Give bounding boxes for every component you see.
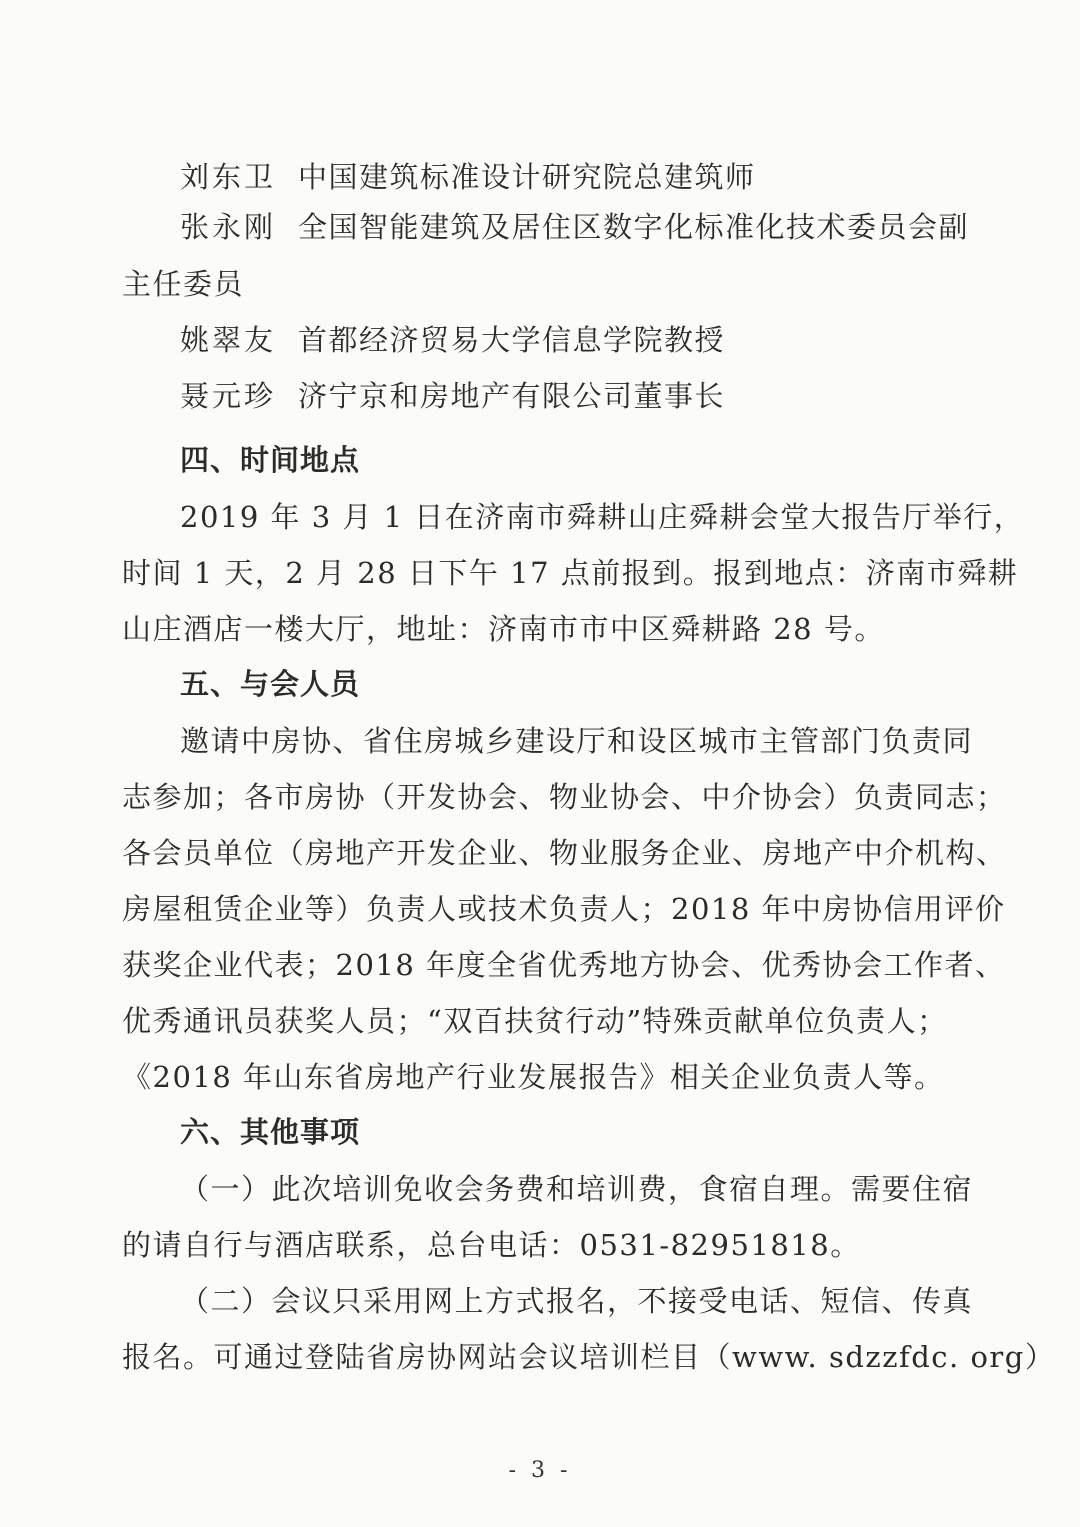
page-number: - 3 -	[508, 1458, 572, 1483]
paragraph-line: 报名。可通过登陆省房协网站会议培训栏目（www. sdzzfdc. org）	[122, 1340, 1056, 1374]
paragraph-line: 2019 年 3 月 1 日在济南市舜耕山庄舜耕会堂大报告厅举行，	[180, 500, 1025, 534]
person-name: 姚翠友	[180, 323, 277, 357]
person-row	[180, 207, 1000, 247]
person-title-continued: 主任委员	[122, 267, 245, 301]
paragraph-line: 的请自行与酒店联系，总台电话：0531-82951818。	[122, 1228, 861, 1262]
person-name: 聂元珍	[180, 379, 277, 413]
person-title: 中国建筑标准设计研究院总建筑师	[298, 160, 756, 194]
paragraph-line: 获奖企业代表；2018 年度全省优秀地方协会、优秀协会工作者、	[122, 948, 1006, 982]
paragraph-line: 志参加；各市房协（开发协会、物业协会、中介协会）负责同志；	[122, 780, 1007, 814]
person-title: 济宁京和房地产有限公司董事长	[298, 379, 726, 413]
person-row	[180, 320, 1000, 360]
section-heading-other-matters: 六、其他事项	[180, 1115, 361, 1149]
paragraph-line: 房屋租赁企业等）负责人或技术负责人；2018 年中房协信用评价	[122, 892, 1006, 926]
person-row	[180, 157, 1000, 197]
section-heading-attendees: 五、与会人员	[180, 667, 361, 701]
paragraph-line: 时间 1 天，2 月 28 日下午 17 点前报到。报到地点：济南市舜耕	[122, 556, 1019, 590]
section-heading-time-location: 四、时间地点	[180, 443, 361, 477]
person-name: 刘东卫	[180, 160, 277, 194]
paragraph-line: 各会员单位（房地产开发企业、物业服务企业、房地产中介机构、	[122, 836, 1007, 870]
person-title: 全国智能建筑及居住区数字化标准化技术委员会副	[298, 210, 970, 244]
person-title: 首都经济贸易大学信息学院教授	[298, 323, 726, 357]
paragraph-line: 山庄酒店一楼大厅，地址：济南市市中区舜耕路 28 号。	[122, 612, 885, 646]
paragraph-line: （二）会议只采用网上方式报名，不接受电话、短信、传真	[180, 1284, 974, 1318]
person-row	[180, 376, 1000, 416]
paragraph-line: 邀请中房协、省住房城乡建设厅和设区城市主管部门负责同	[180, 724, 974, 758]
paragraph-line: （一）此次培训免收会务费和培训费，食宿自理。需要住宿	[180, 1172, 974, 1206]
paragraph-line: 《2018 年山东省房地产行业发展报告》相关企业负责人等。	[122, 1060, 945, 1094]
person-name: 张永刚	[180, 210, 277, 244]
paragraph-line: 优秀通讯员获奖人员；“双百扶贫行动”特殊贡献单位负责人；	[122, 1004, 948, 1038]
